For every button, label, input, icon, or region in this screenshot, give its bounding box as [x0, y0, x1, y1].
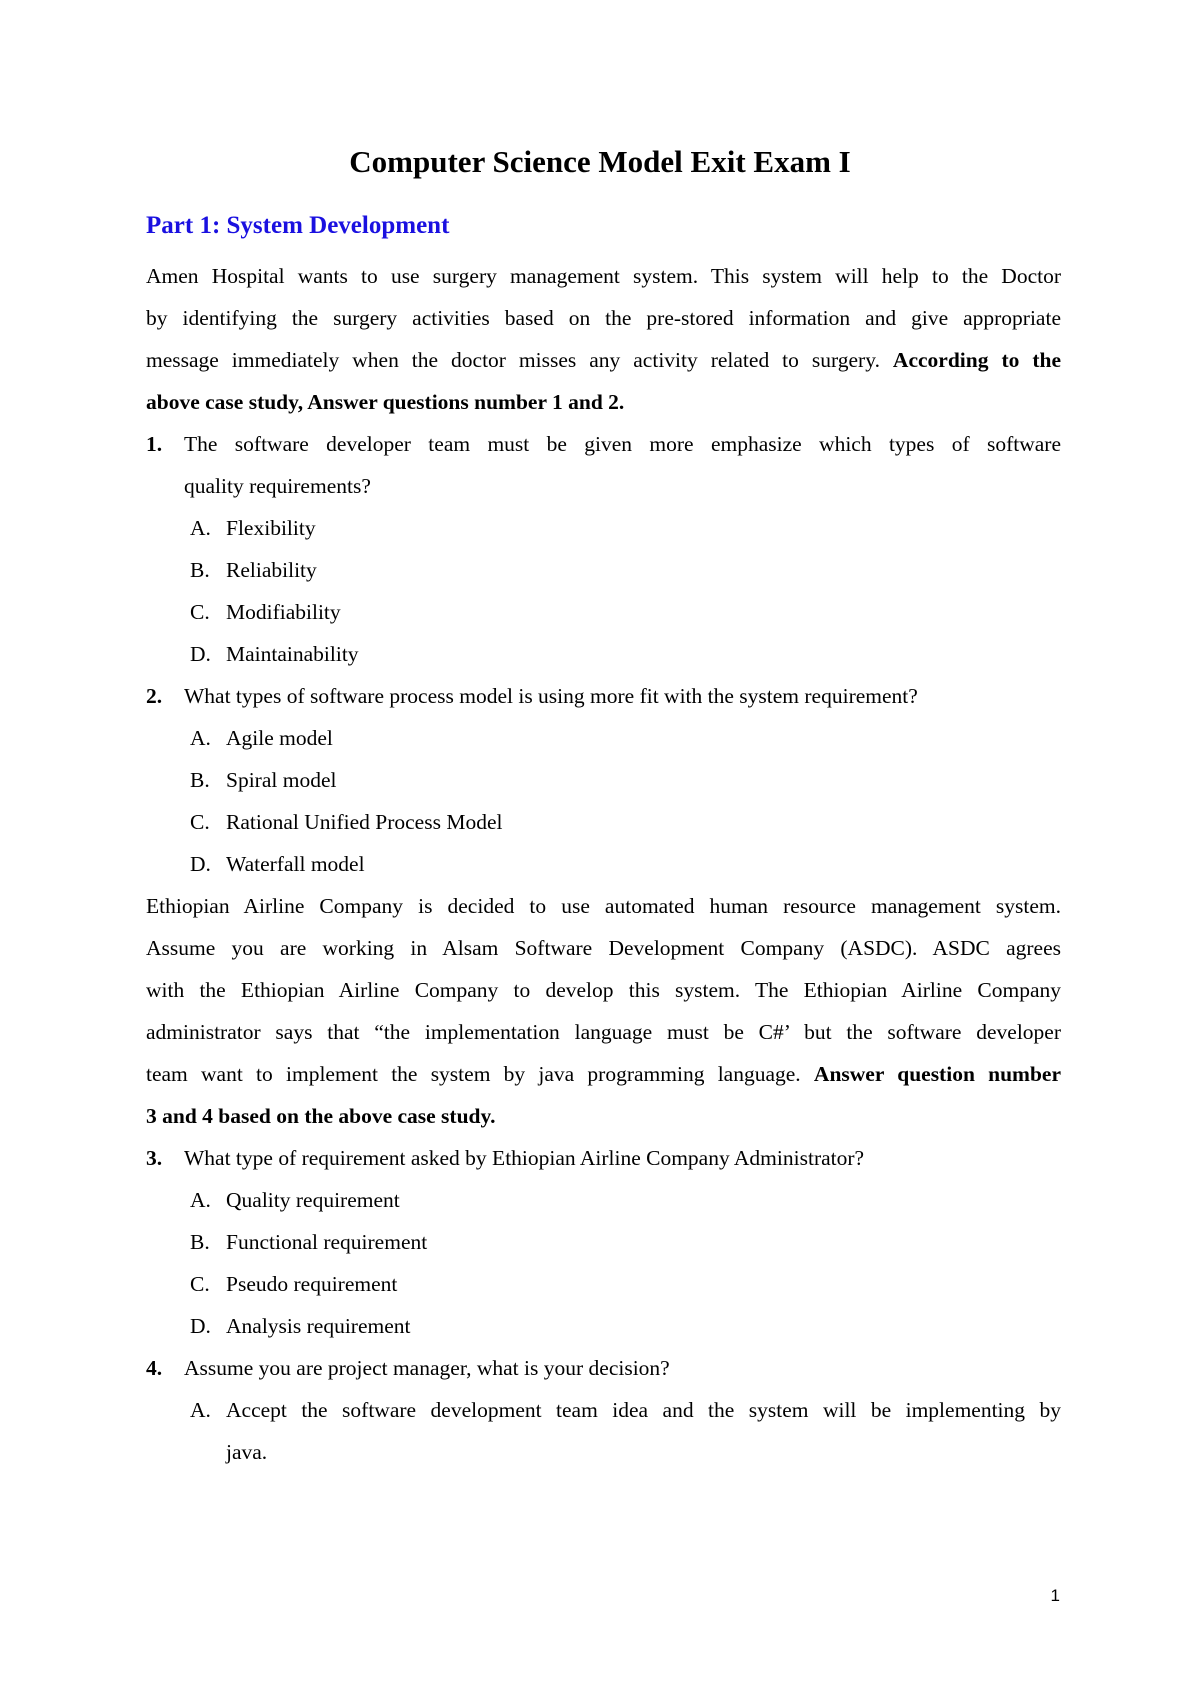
case-study-instruction: above case study, Answer questions number 1 and 2.	[146, 390, 625, 414]
question-text	[184, 423, 1061, 507]
case-study-text: team want to implement the system by java programming language.	[146, 1062, 814, 1086]
question-text-line: quality requirements?	[184, 474, 371, 498]
option-1a	[190, 507, 316, 549]
option-text: Functional requirement	[226, 1230, 428, 1254]
option-3c	[190, 1263, 397, 1305]
question-text	[184, 1137, 1061, 1179]
option-letter: D.	[190, 1314, 211, 1338]
option-letter: D.	[190, 642, 211, 666]
page-title: Computer Science Model Exit Exam I	[349, 144, 851, 179]
case-study-line: by identifying the surgery activities based on the pre-stored information and give appropriate	[146, 306, 1061, 330]
option-text: Maintainability	[226, 642, 359, 666]
option-3b	[190, 1221, 427, 1263]
option-1b	[190, 549, 317, 591]
option-letter: C.	[190, 600, 210, 624]
option-text	[226, 1389, 1061, 1473]
option-letter: B.	[190, 558, 210, 582]
option-text: Quality requirement	[226, 1188, 400, 1212]
question-text-line: The software developer team must be given more emphasize which types of software	[184, 432, 1061, 456]
option-letter: D.	[190, 852, 211, 876]
question-text	[184, 1347, 1061, 1389]
option-text: Reliability	[226, 558, 317, 582]
option-letter: A.	[190, 1398, 211, 1422]
case-study-instruction: Answer question number	[813, 1062, 1061, 1086]
option-3d	[190, 1305, 411, 1347]
case-study-line	[146, 1053, 1061, 1095]
option-text-line: Accept the software development team idea and the system will be implementing by	[226, 1398, 1061, 1422]
question-4	[146, 1347, 1061, 1389]
question-number: 2.	[146, 684, 163, 708]
case-study-instruction: 3 and 4 based on the above case study.	[146, 1104, 496, 1128]
question-number: 1.	[146, 432, 163, 456]
case-study-line: with the Ethiopian Airline Company to develop this system. The Ethiopian Airline Company	[146, 978, 1061, 1002]
question-2	[146, 675, 1061, 717]
question-number: 4.	[146, 1356, 163, 1380]
option-letter: A.	[190, 1188, 211, 1212]
option-4a	[190, 1389, 1061, 1473]
case-study-line	[146, 1095, 1061, 1137]
question-3	[146, 1137, 1061, 1179]
case-study-line: Amen Hospital wants to use surgery management system. This system will help to the Doctor	[146, 264, 1061, 288]
option-letter: C.	[190, 1272, 210, 1296]
question-number: 3.	[146, 1146, 163, 1170]
option-1c	[190, 591, 341, 633]
option-3a	[190, 1179, 400, 1221]
option-letter: A.	[190, 726, 211, 750]
option-text: Rational Unified Process Model	[226, 810, 503, 834]
option-text: Flexibility	[226, 516, 316, 540]
option-2d	[190, 843, 365, 885]
option-text: Modifiability	[226, 600, 341, 624]
option-text: Spiral model	[226, 768, 337, 792]
case-study-2	[146, 885, 1061, 1137]
case-study-line: administrator says that “the implementation language must be C#’ but the software developer	[146, 1020, 1061, 1044]
case-study-text: message immediately when the doctor misses any activity related to surgery.	[146, 348, 893, 372]
case-study-1	[146, 255, 1061, 423]
option-letter: A.	[190, 516, 211, 540]
question-text	[184, 675, 1061, 717]
option-letter: B.	[190, 1230, 210, 1254]
case-study-instruction: According to the	[892, 348, 1061, 372]
option-text: Pseudo requirement	[226, 1272, 398, 1296]
question-text-line: What type of requirement asked by Ethiopian Airline Company Administrator?	[184, 1146, 865, 1170]
page-number: 1	[1050, 1586, 1060, 1605]
case-study-line	[146, 339, 1061, 381]
option-2a	[190, 717, 333, 759]
case-study-line: Assume you are working in Alsam Software Development Company (ASDC). ASDC agrees	[146, 936, 1061, 960]
part-heading: Part 1: System Development	[146, 212, 450, 239]
question-1	[146, 423, 1061, 507]
option-text: Waterfall model	[226, 852, 365, 876]
option-letter: C.	[190, 810, 210, 834]
option-letter: B.	[190, 768, 210, 792]
option-2b	[190, 759, 336, 801]
question-text-line: What types of software process model is using more fit with the system requirement?	[184, 684, 918, 708]
option-1d	[190, 633, 359, 675]
question-text-line: Assume you are project manager, what is your decision?	[184, 1356, 670, 1380]
option-2c	[190, 801, 502, 843]
case-study-line	[146, 381, 1061, 423]
option-text-line: java.	[226, 1440, 268, 1464]
option-text: Agile model	[226, 726, 333, 750]
option-text: Analysis requirement	[226, 1314, 411, 1338]
case-study-line: Ethiopian Airline Company is decided to use automated human resource management system.	[146, 894, 1061, 918]
